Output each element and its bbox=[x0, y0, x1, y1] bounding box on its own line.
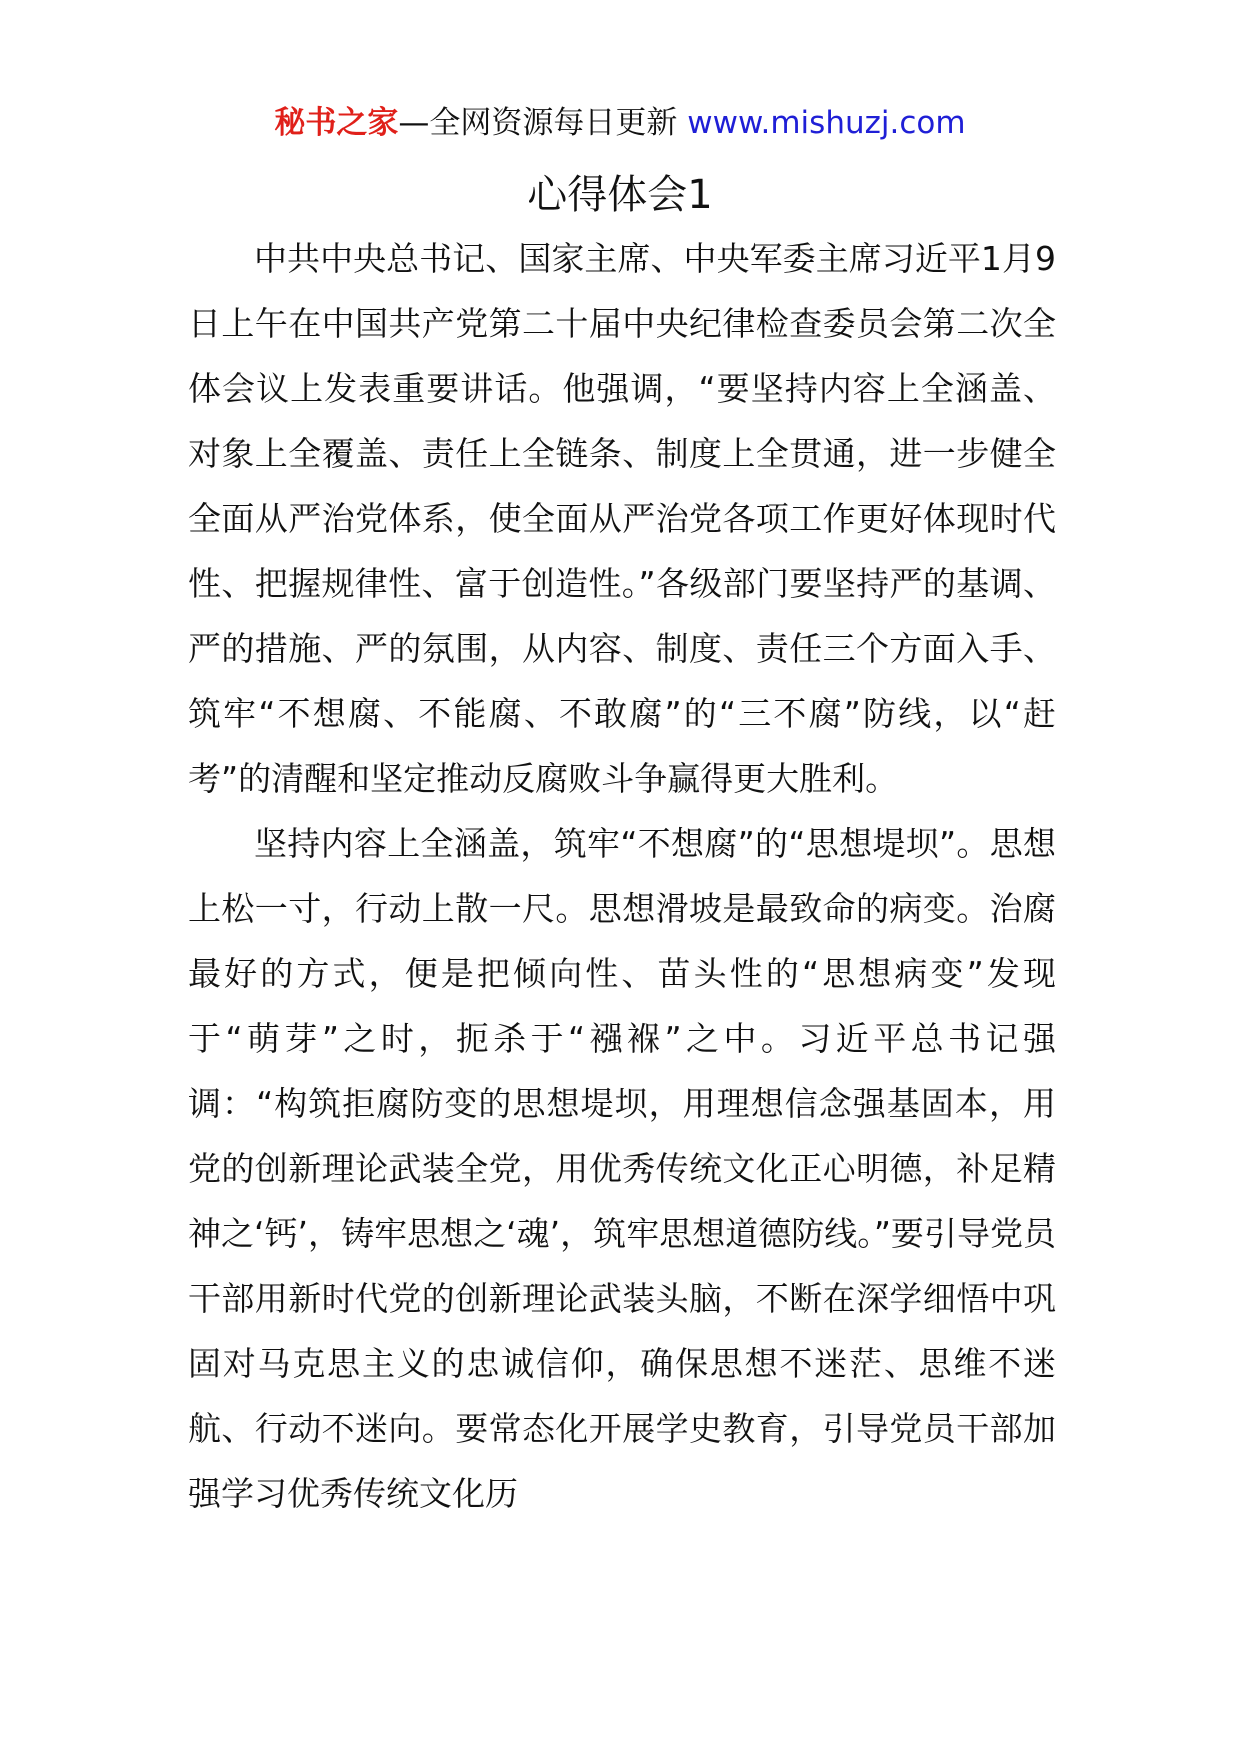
body-paragraph: 坚持内容上全涵盖，筑牢“不想腐”的“思想堤坝”。思想上松一寸，行动上散一尺。思想滑坡是最致命的病变。治腐最好的方式，便是把倾向性、苗头性的“思想病变”发现于“萌芽”之时，扼杀于“襁褓”之中。习近平总书记强调：“构筑拒腐防变的思想堤坝，用理想信念强基固本，用党的创新理论武装全党，用优秀传统文化正心明德，补足精神之‘钙’，铸牢思想之‘魂’，筑牢思想道德防线。”要引导党员干部用新时代党的创新理论武装头脑，不断在深学细悟中巩固对马克思主义的忠诚信仰，确保思想不迷茫、思维不迷航、行动不迷向。要常态化开展学史教育，引导党员干部加强学习优秀传统文化历 bbox=[188, 824, 1056, 1513]
site-url-link[interactable]: www.mishuzj.com bbox=[687, 105, 966, 141]
site-brand: 秘书之家 bbox=[274, 105, 399, 141]
watermark-header bbox=[0, 98, 1240, 148]
body-paragraph: 中共中央总书记、国家主席、中央军委主席习近平1月9日上午在中国共产党第二十届中央纪律检查委员会第二次全体会议上发表重要讲话。他强调，“要坚持内容上全涵盖、对象上全覆盖、责任上全链条、制度上全贯通，进一步健全全面从严治党体系，使全面从严治党各项工作更好体现时代性、把握规律性、富于创造性。”各级部门要坚持严的基调、严的措施、严的氛围，从内容、制度、责任三个方面入手、筑牢“不想腐、不能腐、不敢腐”的“三不腐”防线，以“赶考”的清醒和坚定推动反腐败斗争赢得更大胜利。 bbox=[188, 239, 1056, 798]
document-title: 心得体会1 bbox=[527, 172, 713, 218]
document-body bbox=[188, 226, 1056, 1526]
site-tagline: —全网资源每日更新 bbox=[398, 105, 678, 141]
